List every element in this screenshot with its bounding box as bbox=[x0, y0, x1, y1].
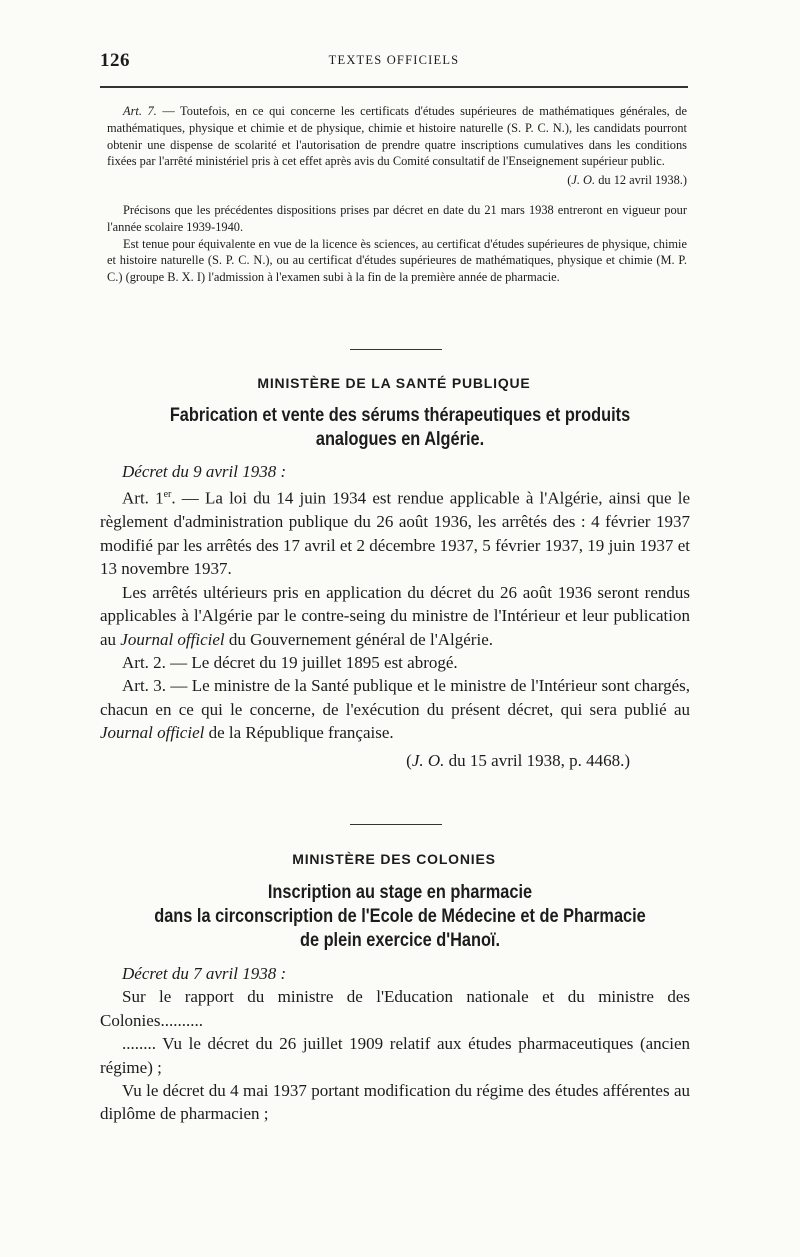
decree-date: Décret du 9 avril 1938 : bbox=[122, 462, 287, 481]
section2-title-line3: de plein exercice d'Hanoï. bbox=[299, 930, 501, 951]
header-rule bbox=[100, 86, 688, 88]
para2-journal: Journal officiel bbox=[120, 629, 225, 649]
section2-title-line2: dans la circonscription de l'Ecole de Médecine et de Pharmacie bbox=[154, 906, 646, 927]
section2-body bbox=[100, 962, 690, 1126]
decree-date: Décret du 7 avril 1938 : bbox=[122, 964, 287, 983]
section1-title-line1: Fabrication et vente des sérums thérapeutiques et produits bbox=[169, 405, 631, 426]
art1-text: . — La loi du 14 juin 1934 est rendue applicable à l'Algérie, ainsi que le règlement d'administration publique du 26 août 1936, les arrêtés des : 4 février 1937 modifié par les arrêtés des 17 avril et 2 décembre 1937, 5 février 1937, 19 juin 1937 et 13 novembre 1937. bbox=[100, 489, 690, 579]
source-date: du 15 avril 1938, p. 4468.) bbox=[444, 750, 630, 770]
section-divider-1 bbox=[350, 349, 442, 350]
art7-source bbox=[107, 172, 687, 189]
section2-para1: Sur le rapport du ministre de l'Education nationale et du ministre des Colonies.......... bbox=[100, 987, 690, 1030]
para2-paragraph bbox=[100, 581, 690, 651]
art1-paragraph bbox=[100, 483, 690, 580]
art3-paragraph bbox=[100, 674, 690, 744]
section1-source bbox=[100, 749, 690, 772]
section1-title-line2: analogues en Algérie. bbox=[315, 429, 485, 450]
source-open: ( bbox=[567, 173, 572, 188]
source-jo: J. O. bbox=[411, 750, 445, 770]
source-jo: J. O. bbox=[571, 173, 596, 188]
ministry-heading-1: MINISTÈRE DE LA SANTÉ PUBLIQUE bbox=[257, 375, 531, 391]
page-number: 126 bbox=[100, 50, 130, 71]
para2-text-a: Les arrêtés ultérieurs pris en application du décret du 26 août 1936 seront rendus applicables à l'Algérie par le contre-seing du ministre de l'Intérieur et leur publication au bbox=[100, 582, 690, 649]
art2-paragraph: Art. 2. — Le décret du 19 juillet 1895 est abrogé. bbox=[122, 652, 458, 672]
section-divider-2 bbox=[350, 824, 442, 825]
section1-title bbox=[142, 404, 658, 452]
section2-para2: ........ Vu le décret du 26 juillet 1909 relatif aux études pharmaceutiques (ancien régime) ; bbox=[100, 1034, 690, 1077]
section2-title-line1: Inscription au stage en pharmacie bbox=[267, 882, 533, 903]
art3-text-a: Art. 3. — Le ministre de la Santé publique et le ministre de l'Intérieur sont chargés, chacun en ce qui le concerne, de l'exécution du présent décret, qui sera publié au bbox=[100, 676, 690, 719]
art1-sup: er bbox=[163, 489, 172, 501]
note-paragraph-1: Précisons que les précédentes dispositions prises par décret en date du 21 mars 1938 entreront en vigueur pour l'année scolaire 1939-1940. bbox=[107, 202, 687, 234]
source-date: du 12 avril 1938.) bbox=[595, 173, 687, 188]
page-header bbox=[100, 50, 688, 76]
para2-text-b: du Gouvernement général de l'Algérie. bbox=[224, 629, 493, 649]
top-section bbox=[107, 103, 687, 286]
running-head: TEXTES OFFICIELS bbox=[328, 53, 460, 67]
section2-decree bbox=[100, 962, 690, 985]
source-open: ( bbox=[406, 750, 412, 770]
section2-title bbox=[142, 881, 658, 953]
section1-body bbox=[100, 460, 690, 772]
note-paragraph-2: Est tenue pour équivalente en vue de la licence ès sciences, au certificat d'études supérieures de physique, chimie et histoire naturelle (S. P. C. N.), ou au certificat d'études supérieures de mathématiques, physique et chimie (M. P. C.) (groupe B. X. I) l'admission à l'examen subi à la fin de la première année de pharmacie. bbox=[107, 236, 687, 285]
section1-decree bbox=[100, 460, 690, 483]
art7-label: Art. 7. bbox=[123, 104, 157, 118]
art7-text: — Toutefois, en ce qui concerne les certificats d'études supérieures de mathématiques générales, de mathématiques, physique et chimie et de physique, chimie et histoire naturelle (S. P. C. N.), les candidats pourront obtenir une dispense de scolarité et l'autorisation de prendre quatre inscriptions cumulatives dans les conditions fixées par l'arrêté ministériel pris à cet effet après avis du Comité consultatif de l'Enseignement supérieur public. bbox=[107, 104, 687, 169]
art3-journal: Journal officiel bbox=[100, 723, 205, 743]
section2-para3: Vu le décret du 4 mai 1937 portant modification du régime des études afférentes au diplôme de pharmacien ; bbox=[100, 1081, 690, 1124]
ministry-heading-2: MINISTÈRE DES COLONIES bbox=[292, 851, 496, 867]
art7-paragraph bbox=[107, 103, 687, 170]
art1-label: Art. 1 bbox=[122, 489, 164, 509]
art3-text-b: de la République française. bbox=[204, 723, 394, 743]
